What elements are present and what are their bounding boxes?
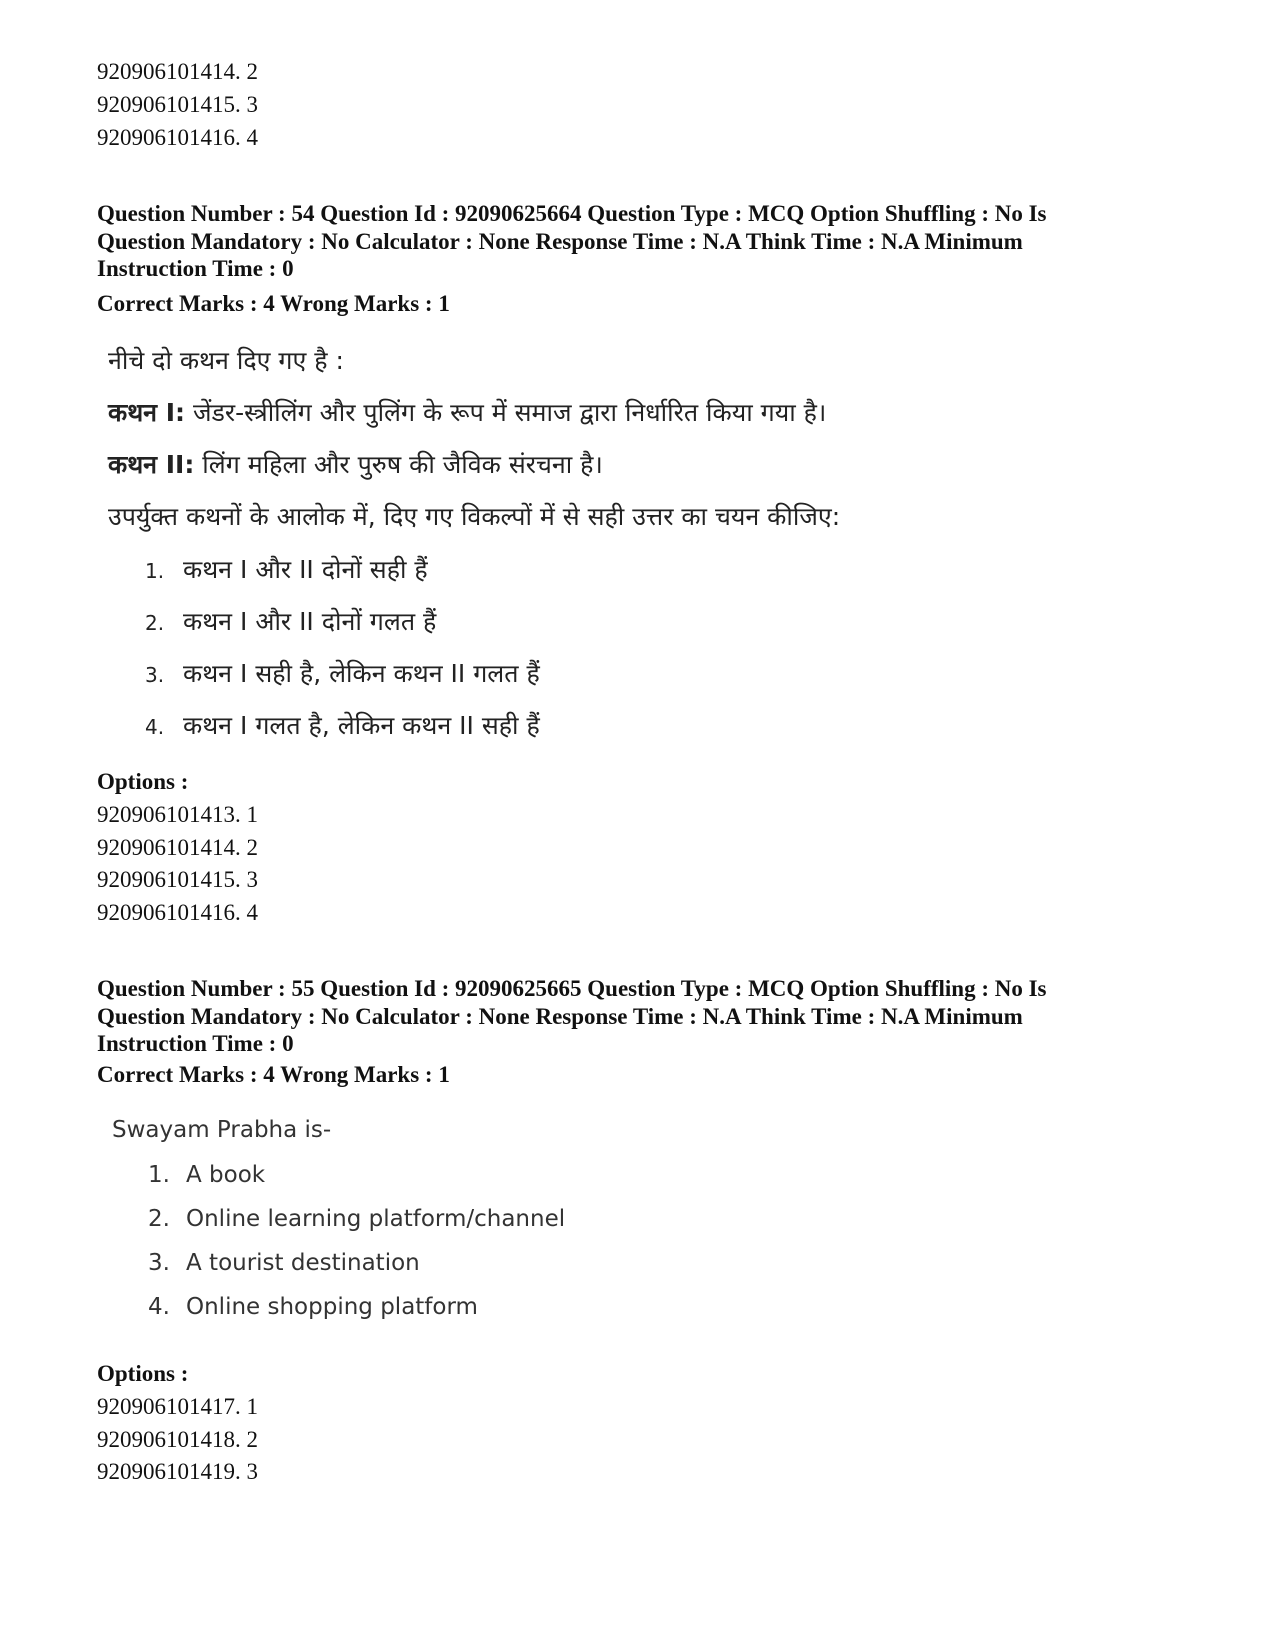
option-line: 920906101418. 2 bbox=[97, 1427, 258, 1452]
statement-label: कथन II: bbox=[108, 450, 195, 479]
statement-text: जेंडर-स्त्रीलिंग और पुलिंग के रूप में समाज द्वारा निर्धारित किया गया है। bbox=[185, 398, 827, 427]
question-54-statement-1 bbox=[108, 395, 826, 429]
question-55-options-label: Options : bbox=[97, 1361, 189, 1386]
option-line: 920906101419. 3 bbox=[97, 1459, 258, 1484]
option-line: 920906101413. 1 bbox=[97, 802, 258, 827]
question-55-prompt: Swayam Prabha is- bbox=[112, 1117, 332, 1143]
statement-text: लिंग महिला और पुरुष की जैविक संरचना है। bbox=[194, 450, 603, 479]
question-54-choice: 4. कथन I गलत है, लेकिन कथन II सही हैं bbox=[145, 711, 540, 740]
option-line: 920906101415. 3 bbox=[97, 92, 258, 117]
question-54-choice: 2. कथन I और II दोनों गलत हैं bbox=[145, 607, 437, 636]
question-54-statement-2 bbox=[108, 447, 603, 481]
statement-label: कथन I: bbox=[108, 398, 186, 427]
option-line: 920906101414. 2 bbox=[97, 59, 258, 84]
question-54-options-label: Options : bbox=[97, 769, 189, 794]
meta-line: Question Number : 55 Question Id : 92090625665 Question Type : MCQ Option Shuffling : No Is bbox=[97, 976, 1047, 1001]
meta-line: Instruction Time : 0 bbox=[97, 1031, 294, 1056]
question-55-choice: 2. Online learning platform/channel bbox=[148, 1206, 566, 1232]
meta-line: Question Mandatory : No Calculator : None Response Time : N.A Think Time : N.A Minimum bbox=[97, 228, 1023, 254]
option-line: 920906101414. 2 bbox=[97, 835, 258, 860]
option-line: 920906101417. 1 bbox=[97, 1394, 258, 1419]
question-54-meta bbox=[97, 200, 1187, 283]
question-55-choice: 4. Online shopping platform bbox=[148, 1294, 478, 1320]
option-line: 920906101416. 4 bbox=[97, 900, 258, 925]
option-line: 920906101415. 3 bbox=[97, 867, 258, 892]
question-55-marks: Correct Marks : 4 Wrong Marks : 1 bbox=[97, 1062, 450, 1087]
question-54-choice: 3. कथन I सही है, लेकिन कथन II गलत हैं bbox=[145, 659, 540, 688]
question-54-marks: Correct Marks : 4 Wrong Marks : 1 bbox=[97, 291, 450, 316]
question-55-choice: 1. A book bbox=[148, 1162, 266, 1188]
question-54-instruction: उपर्युक्त कथनों के आलोक में, दिए गए विकल्पों में से सही उत्तर का चयन कीजिए: bbox=[108, 502, 841, 531]
meta-line: Instruction Time : 0 bbox=[97, 256, 294, 281]
question-55-meta bbox=[97, 975, 1187, 1058]
question-54-choice: 1. कथन I और II दोनों सही हैं bbox=[145, 555, 428, 584]
meta-line: Question Number : 54 Question Id : 92090625664 Question Type : MCQ Option Shuffling : No Is bbox=[97, 201, 1047, 226]
question-55-choice: 3. A tourist destination bbox=[148, 1250, 420, 1276]
option-line: 920906101416. 4 bbox=[97, 125, 258, 150]
meta-line: Question Mandatory : No Calculator : None Response Time : N.A Think Time : N.A Minimum bbox=[97, 1003, 1023, 1029]
question-54-intro: नीचे दो कथन दिए गए है : bbox=[108, 346, 344, 375]
